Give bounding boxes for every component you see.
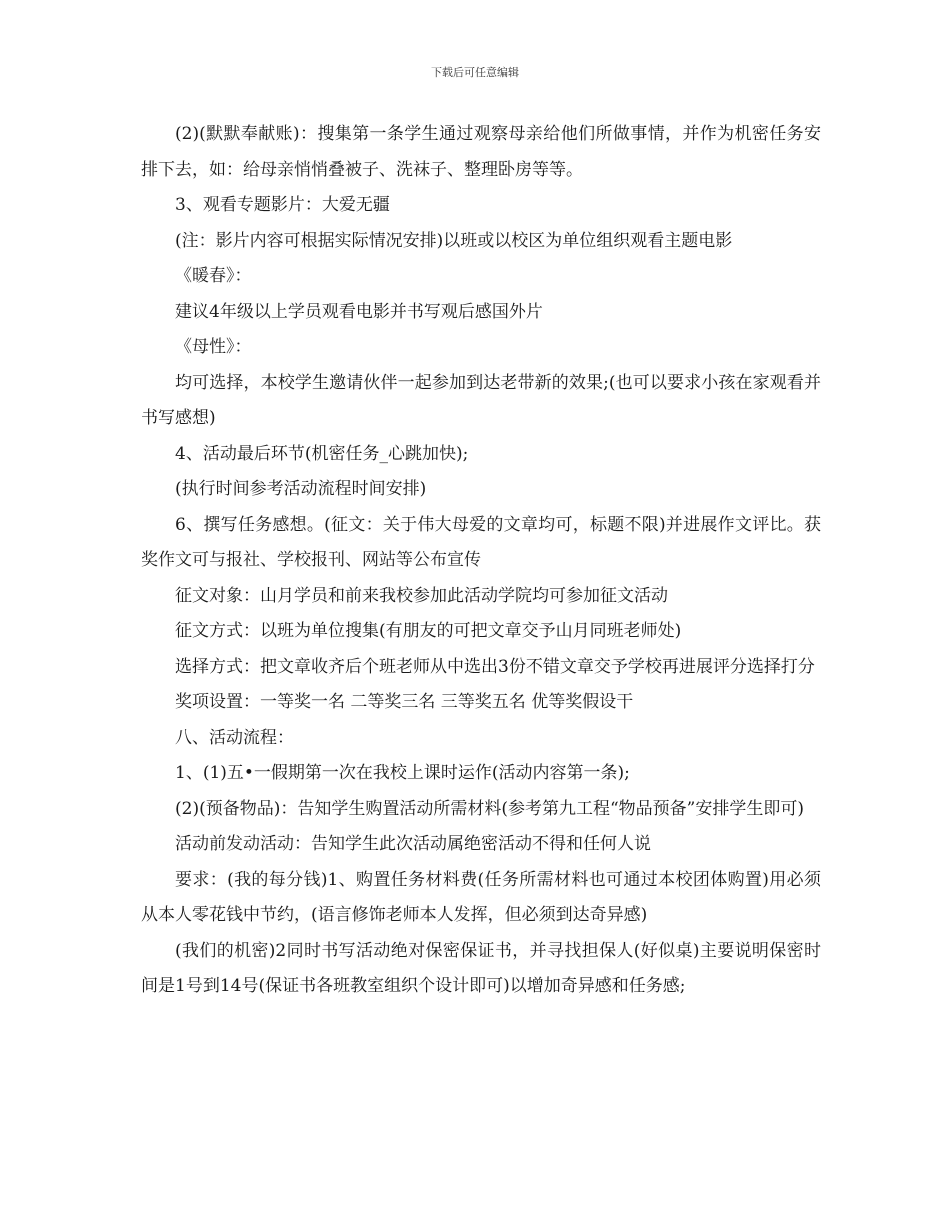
paragraph-20: (我们的机密)2同时书写活动绝对保密保证书，并寻找担保人(好似桌)主要说明保密时间是1号到14号(保证书各班教室组织个设计即可)以增加奇异感和任务感; [141,940,821,996]
paragraph-6: 《母性》： [175,337,252,357]
paragraph-5: 建议4年级以上学员观看电影并书写观后感国外片 [175,301,543,322]
paragraph-1: (2)(默默奉献账)：搜集第一条学生通过观察母亲给他们所做事情，并作为机密任务安排下去，如：给母亲悄悄叠被子、洗袜子、整理卧房等等。 [141,124,821,180]
paragraph-3: (注：影片内容可根据实际情况安排)以班或以校区为单位组织观看主题电影 [175,230,733,251]
paragraph-4: 《暖春》： [175,266,252,286]
paragraph-10: 6、撰写任务感想。(征文：关于伟大母爱的文章均可，标题不限)并进展作文评比。获奖作文可与报社、学校报刊、网站等公布宣传 [141,514,821,570]
paragraph-15: 八、活动流程： [175,727,294,748]
paragraph-16: 1、(1)五•一假期第一次在我校上课时运作(活动内容第一条); [175,763,630,783]
paragraph-19: 要求：(我的每分钱)1、购置任务材料费(任务所需材料也可通过本校团体购置)用必须从本人零花钱中节约，(语言修饰老师本人发挥，但必须到达奇异感) [141,869,821,925]
document-body [141,117,821,1005]
page-header: 下载后可任意编辑 [431,66,519,79]
paragraph-13: 选择方式：把文章收齐后个班老师从中选出3份不错文章交予学校再进展评分选择打分 [175,656,815,677]
paragraph-12: 征文方式：以班为单位搜集(有朋友的可把文章交予山月同班老师处) [175,621,682,641]
paragraph-18: 活动前发动活动：告知学生此次活动属绝密活动不得和任何人说 [175,834,651,854]
paragraph-2: 3、观看专题影片：大爱无疆 [175,195,390,215]
paragraph-8: 4、活动最后环节(机密任务_心跳加快); [175,443,469,464]
paragraph-14: 奖项设置：一等奖一名 二等奖三名 三等奖五名 优等奖假设干 [175,692,634,712]
paragraph-9: (执行时间参考活动流程时间安排) [175,479,427,499]
paragraph-11: 征文对象：山月学员和前来我校参加此活动学院均可参加征文活动 [175,585,668,606]
paragraph-17: (2)(预备物品)：告知学生购置活动所需材料(参考第九工程“物品预备”安排学生即可) [175,798,804,819]
paragraph-7: 均可选择，本校学生邀请伙伴一起参加到达老带新的效果;(也可以要求小孩在家观看并书写感想) [141,372,821,428]
